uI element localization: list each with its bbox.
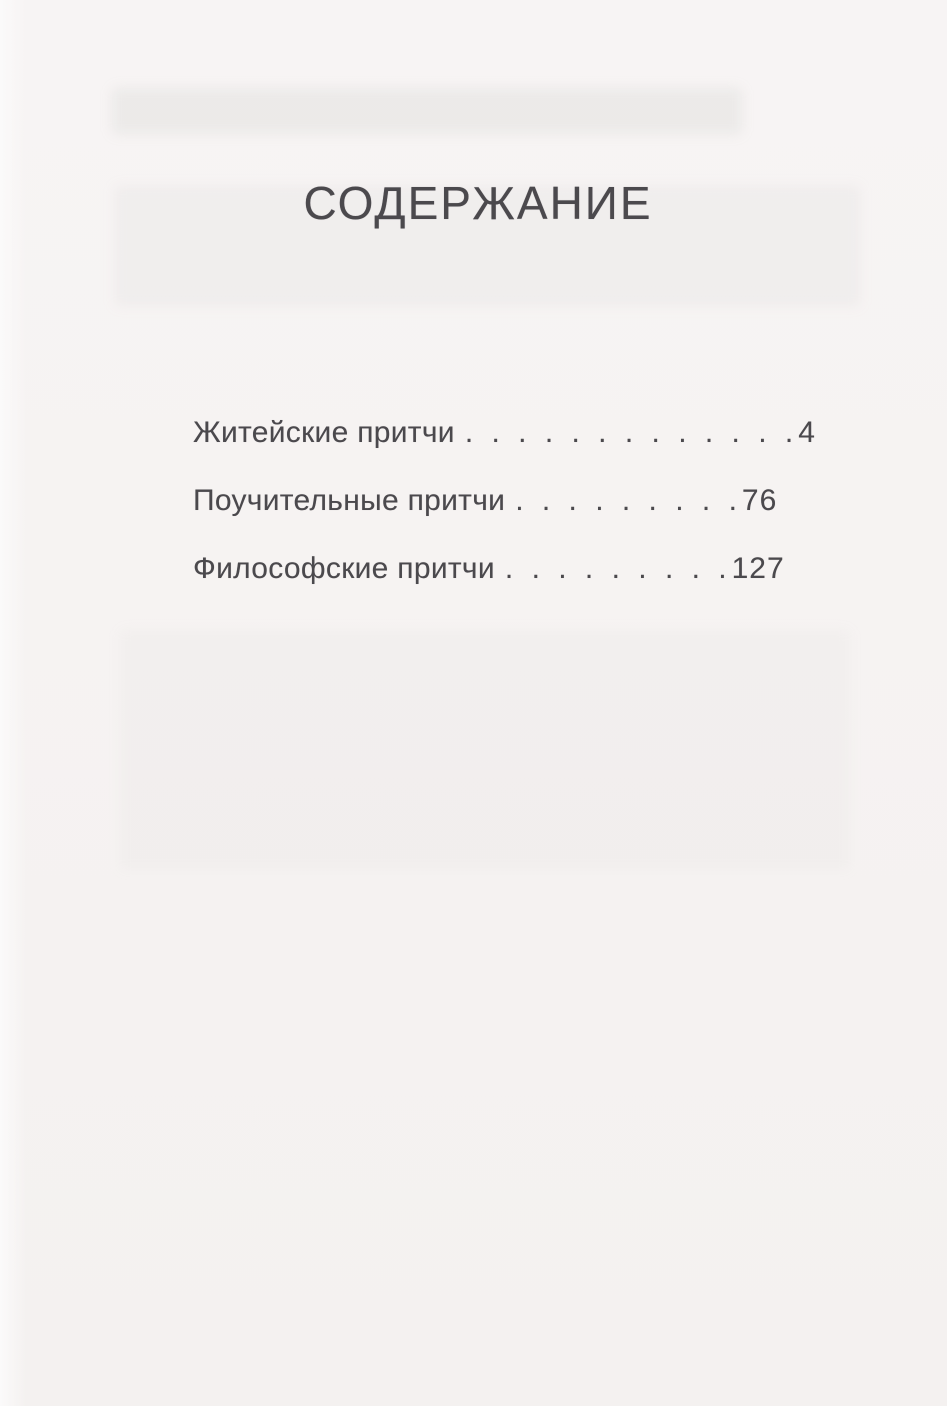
toc-leader-dots: . . . . . . . . . — [504, 552, 732, 585]
contents-title: СОДЕРЖАНИЕ — [303, 177, 653, 229]
toc-leader-dots: . . . . . . . . . — [515, 484, 742, 517]
toc-entry-label: Поучительные притчи — [193, 484, 506, 517]
toc-entry-label: Житейские притчи — [193, 416, 455, 449]
toc-entry — [193, 552, 785, 585]
toc-entry-label: Философские притчи — [193, 552, 495, 585]
toc-entry — [193, 416, 816, 449]
toc-entry — [193, 484, 778, 517]
toc-leader-dots: . . . . . . . . . . . . . — [464, 416, 799, 449]
toc-page-number: 127 — [731, 552, 785, 585]
toc-page-number: 4 — [798, 416, 816, 449]
toc-list — [193, 416, 816, 622]
toc-page-number: 76 — [741, 484, 778, 517]
